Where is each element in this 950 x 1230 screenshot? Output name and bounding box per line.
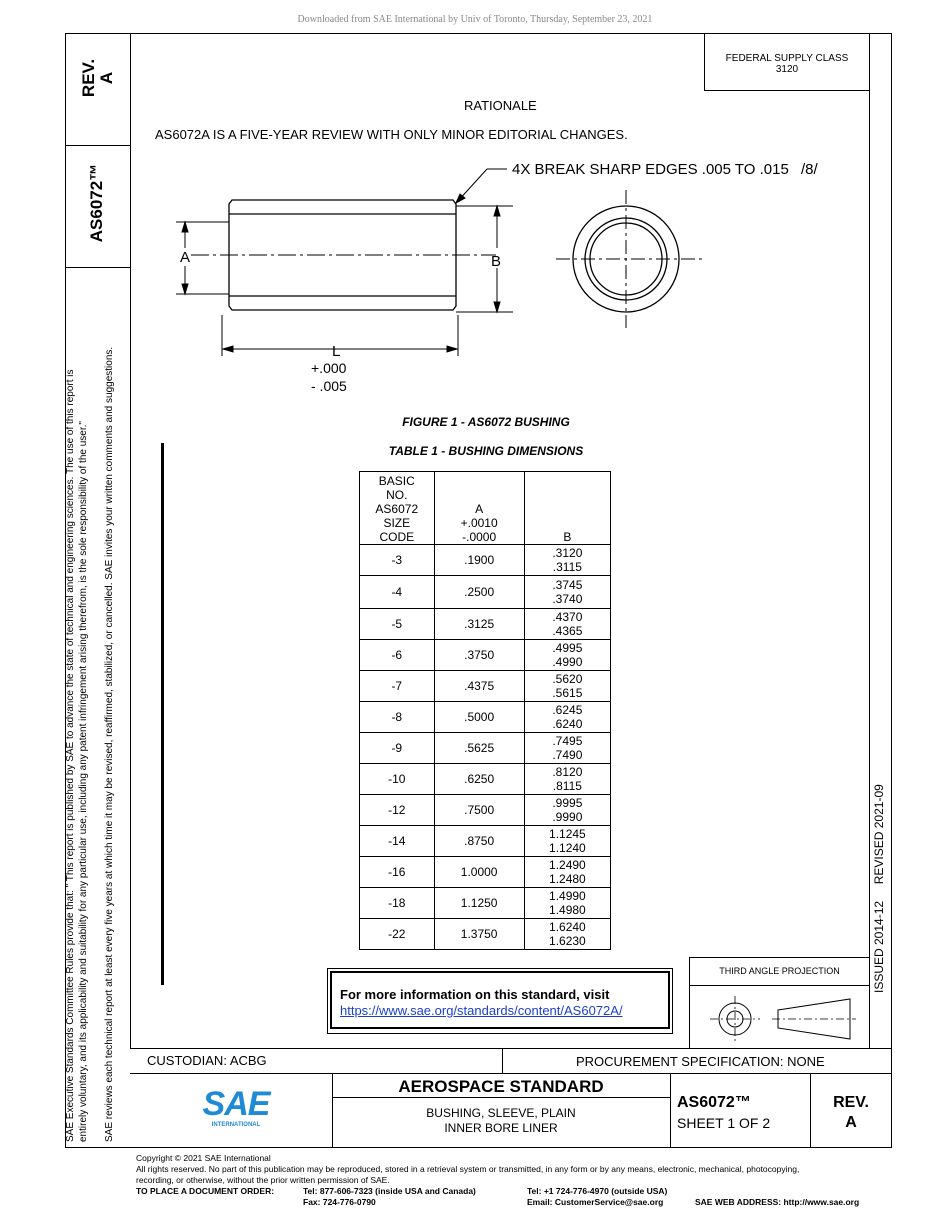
dim-b-value: 1.6230 (549, 934, 586, 948)
right-column-divider (869, 33, 870, 1048)
figure-caption: FIGURE 1 - AS6072 BUSHING (402, 415, 570, 429)
dim-b-value: .7495 (552, 734, 583, 748)
header-line: +.0010 (460, 516, 498, 530)
dimension-b-arrows (456, 206, 513, 312)
download-note: Downloaded from SAE International by Univ of Toronto, Thursday, September 23, 2021 (297, 14, 653, 25)
size-code-cell: -8 (360, 702, 435, 733)
dim-b-value: .9995 (552, 796, 583, 810)
title-block-divider (502, 1048, 503, 1073)
info-box (330, 971, 670, 1029)
dim-a-cell: 1.0000 (434, 857, 524, 888)
federal-supply-label: FEDERAL SUPPLY CLASS (725, 53, 849, 64)
custodian: CUSTODIAN: ACBG (147, 1053, 267, 1068)
table-row (360, 609, 611, 640)
issued-date: ISSUED 2014-12 (872, 900, 886, 993)
dim-b-value: .3740 (552, 592, 583, 606)
dim-a-cell: .3125 (434, 609, 524, 640)
dim-a-cell: 1.3750 (434, 919, 524, 950)
dim-b-value: .4370 (552, 610, 583, 624)
dim-b-cell (524, 795, 610, 826)
table-row (360, 576, 611, 609)
dim-b-value: .4990 (552, 655, 583, 669)
tolerance-plus: +.000 (311, 360, 347, 376)
document-title-line2: INNER BORE LINER (444, 1121, 558, 1135)
dim-b-value: 1.2490 (549, 858, 586, 872)
dim-b-value: .5615 (552, 686, 583, 700)
dim-b-cell (524, 888, 610, 919)
footer-fax: Fax: 724-776-0790 (303, 1197, 376, 1207)
table-row (360, 671, 611, 702)
dim-b-value: 1.1245 (549, 827, 586, 841)
footer-order-label: TO PLACE A DOCUMENT ORDER: (136, 1186, 275, 1196)
header-size-code (360, 472, 435, 545)
sae-logo (196, 1086, 276, 1128)
header-line: AS6072 (375, 502, 419, 516)
table-row (360, 857, 611, 888)
dim-a-cell: .3750 (434, 640, 524, 671)
title-rev-value: A (845, 1114, 857, 1131)
dimensions-table (359, 471, 611, 950)
dim-b-value: .4365 (552, 624, 583, 638)
side-rev-label: REV. (79, 58, 98, 98)
projection-box (689, 957, 869, 1048)
dim-b-cell (524, 826, 610, 857)
info-box-outer (327, 968, 673, 1034)
dim-b-value: 1.2480 (549, 872, 586, 886)
size-code-cell: -14 (360, 826, 435, 857)
table-row (360, 702, 611, 733)
footer-tel-usa: Tel: 877-606-7323 (inside USA and Canada) (303, 1186, 476, 1196)
side-rev-value: A (97, 71, 116, 85)
standard-link[interactable]: https://www.sae.org/standards/content/AS6072A/ (340, 1003, 623, 1018)
document-category: AEROSPACE STANDARD (398, 1077, 604, 1096)
dim-a-cell: .1900 (434, 545, 524, 576)
footer-contact-intl (527, 1186, 667, 1208)
header-line: -.0000 (462, 530, 497, 544)
title-block-divider (332, 1097, 670, 1098)
dim-b-value: .3120 (552, 546, 583, 560)
dim-a-cell: .8750 (434, 826, 524, 857)
size-code-cell: -9 (360, 733, 435, 764)
size-code-cell: -7 (360, 671, 435, 702)
size-code-cell: -10 (360, 764, 435, 795)
table-header-row (360, 472, 611, 545)
left-notice-line2: entirely voluntary, and its applicability and suitability for any particular use, including any patent infringement arising therefrom, is the sole responsibility of the user." (78, 421, 89, 1142)
dim-b-value: .4995 (552, 641, 583, 655)
dim-b-cell (524, 671, 610, 702)
table-row (360, 888, 611, 919)
dim-b-cell (524, 545, 610, 576)
footer (136, 1153, 936, 1186)
footer-rights-2: recording, or otherwise, without the prior written permission of SAE. (136, 1175, 390, 1185)
size-code-cell: -4 (360, 576, 435, 609)
side-rev-box (80, 34, 116, 122)
bushing-drawing (131, 150, 869, 410)
sheet-number: SHEET 1 OF 2 (677, 1115, 771, 1131)
dim-a-cell: .7500 (434, 795, 524, 826)
dim-a-cell: .6250 (434, 764, 524, 795)
dim-b-value: .7490 (552, 748, 583, 762)
dim-b-cell (524, 640, 610, 671)
dim-b-value: .6245 (552, 703, 583, 717)
size-code-cell: -3 (360, 545, 435, 576)
dim-b-value: .3115 (552, 560, 582, 574)
dim-b-value: .6240 (552, 717, 583, 731)
federal-supply-box (704, 33, 869, 91)
title-block-top-line (130, 1048, 892, 1049)
footer-rights-1: All rights reserved. No part of this publication may be reproduced, stored in a retrieval system or transmitted, in any form or by any means, electronic, mechanical, photocopying, (136, 1164, 800, 1174)
dim-b-value: 1.6240 (549, 920, 586, 934)
header-line: CODE (379, 530, 415, 544)
rationale-text: AS6072A IS A FIVE-YEAR REVIEW WITH ONLY MINOR EDITORIAL CHANGES. (155, 127, 628, 142)
dim-b-value: 1.4990 (549, 889, 586, 903)
footer-copyright: Copyright © 2021 SAE International (136, 1153, 271, 1163)
dim-a-cell: .2500 (434, 576, 524, 609)
title-rev-label: REV. (833, 1094, 869, 1111)
dim-b-cell (524, 609, 610, 640)
title-doc-number: AS6072™ (677, 1094, 751, 1111)
edge-note: 4X BREAK SHARP EDGES .005 TO .015 (512, 161, 789, 178)
footer-contact-usa (303, 1186, 476, 1208)
table-row (360, 545, 611, 576)
issue-dates (872, 773, 886, 993)
footer-web: SAE WEB ADDRESS: http://www.sae.org (695, 1197, 860, 1207)
dim-b-value: .8120 (552, 765, 583, 779)
header-line: BASIC (378, 474, 415, 488)
dim-b-value: .5620 (552, 672, 583, 686)
table-row (360, 764, 611, 795)
size-code-cell: -5 (360, 609, 435, 640)
header-line: A (475, 502, 484, 516)
side-doc-number: AS6072™ (87, 163, 106, 243)
projection-label: THIRD ANGLE PROJECTION (690, 958, 869, 986)
table-row (360, 919, 611, 950)
size-code-cell: -22 (360, 919, 435, 950)
dim-b-cell (524, 919, 610, 950)
dim-b-value: .8115 (552, 779, 582, 793)
table-caption: TABLE 1 - BUSHING DIMENSIONS (388, 444, 584, 458)
dim-l-label: L (332, 343, 341, 360)
dim-b-cell (524, 857, 610, 888)
size-code-cell: -6 (360, 640, 435, 671)
dim-b-value: 1.4980 (549, 903, 586, 917)
size-code-cell: -12 (360, 795, 435, 826)
tolerance-minus: - .005 (311, 378, 347, 394)
document-title (332, 1106, 670, 1136)
left-notice-line1: SAE Executive Standards Committee Rules provide that: " This report is published by SAE to advance the state of technical and engineering sciences. The use of this report is (65, 369, 76, 1142)
note-leader (456, 169, 507, 203)
title-block-divider (670, 1073, 671, 1148)
sae-logo-mark: SAE (202, 1085, 270, 1123)
dim-a-label: A (180, 249, 191, 266)
side-box-divider (65, 145, 131, 146)
dim-b-value: .9990 (552, 810, 583, 824)
header-b (524, 472, 610, 545)
size-code-cell: -16 (360, 857, 435, 888)
header-a (434, 472, 524, 545)
edge-note-ref: /8/ (801, 161, 818, 178)
dim-a-cell: 1.1250 (434, 888, 524, 919)
title-block-row-line (130, 1073, 892, 1074)
info-box-text: For more information on this standard, visit (340, 987, 610, 1002)
rationale-heading: RATIONALE (464, 98, 537, 113)
procurement: PROCUREMENT SPECIFICATION: NONE (576, 1054, 825, 1069)
federal-supply-value: 3120 (775, 64, 799, 75)
dim-b-label: B (491, 253, 502, 270)
dim-b-value: 1.1240 (549, 841, 586, 855)
table-row (360, 826, 611, 857)
header-line: B (563, 530, 572, 544)
dim-b-cell (524, 764, 610, 795)
revised-date: REVISED 2021-09 (872, 784, 886, 885)
dim-a-cell: .5000 (434, 702, 524, 733)
table-row (360, 733, 611, 764)
dim-a-cell: .4375 (434, 671, 524, 702)
dim-a-cell: .5625 (434, 733, 524, 764)
table-row (360, 640, 611, 671)
dim-b-cell (524, 733, 610, 764)
end-view-centerlines (556, 190, 706, 328)
header-line: SIZE (383, 516, 411, 530)
table-row (360, 795, 611, 826)
footer-email: Email: CustomerService@sae.org (527, 1197, 664, 1207)
document-title-line1: BUSHING, SLEEVE, PLAIN (426, 1106, 576, 1120)
title-rev (810, 1093, 892, 1133)
sae-logo-sub: INTERNATIONAL (211, 1122, 261, 1128)
change-bar (161, 443, 164, 985)
footer-tel-outside: Tel: +1 724-776-4970 (outside USA) (527, 1186, 668, 1196)
dim-b-value: .3745 (552, 578, 583, 592)
left-notice-line3: SAE reviews each technical report at least every five years at which time it may be revised, reaffirmed, stabilized, or cancelled. SAE invites your written comments and suggestions. (104, 346, 115, 1142)
side-box-divider (65, 267, 131, 268)
projection-symbol (690, 986, 868, 1048)
size-code-cell: -18 (360, 888, 435, 919)
header-line: NO. (386, 488, 408, 502)
dim-b-cell (524, 576, 610, 609)
dim-b-cell (524, 702, 610, 733)
